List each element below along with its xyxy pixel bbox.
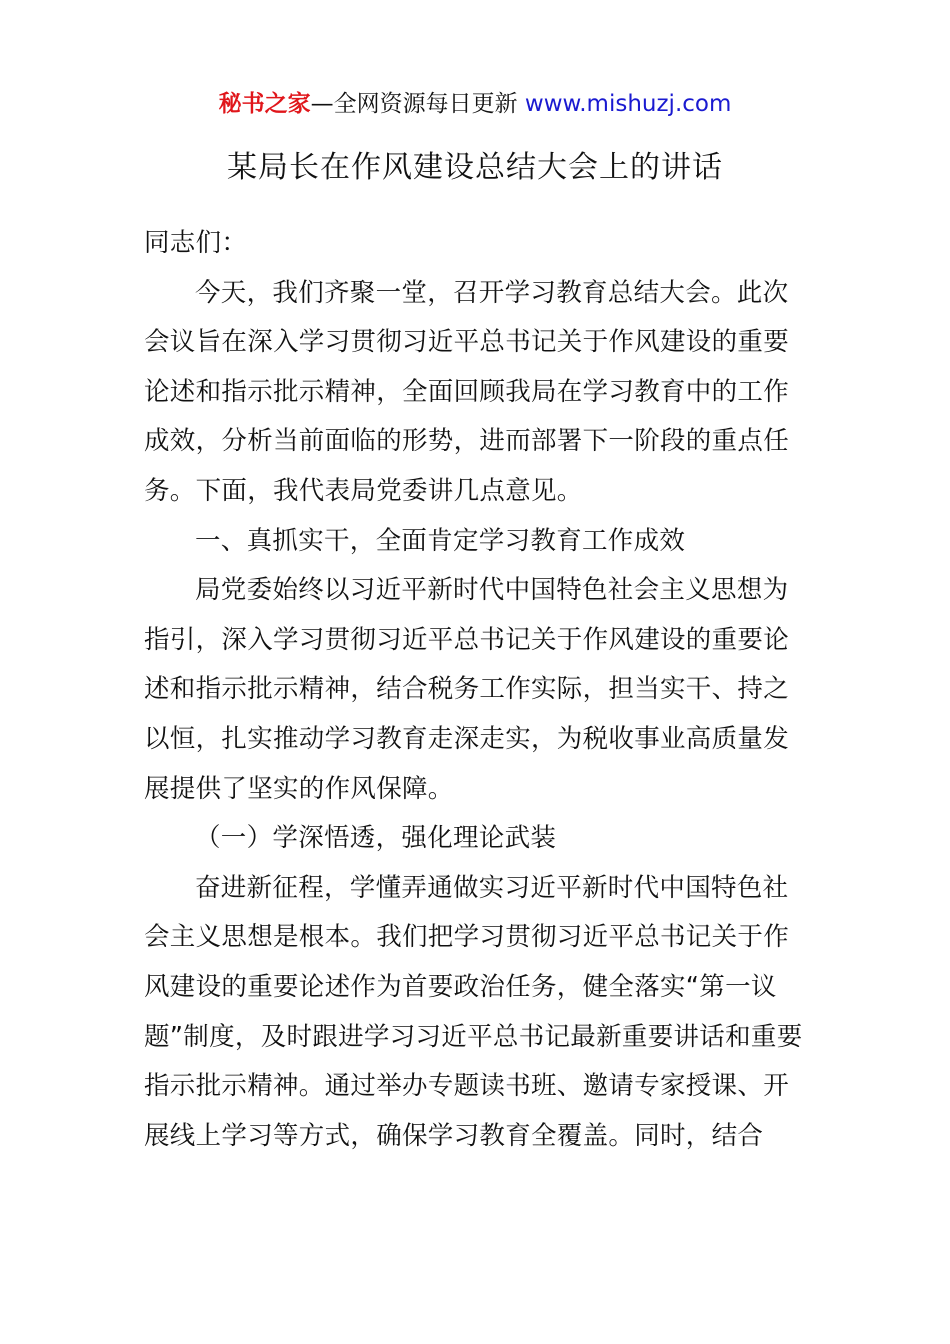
document-title: 某局长在作风建设总结大会上的讲话 — [227, 150, 723, 185]
salutation: 同志们： — [144, 228, 248, 258]
document-body — [144, 219, 808, 1161]
site-tagline: —全网资源每日更新 — [310, 91, 518, 117]
paragraph-section-1: 局党委始终以习近平新时代中国特色社会主义思想为指引，深入学习贯彻习近平总书记关于作风建设的重要论述和指示批示精神，结合税务工作实际，担当实干、持之以恒，扎实推动学习教育走深走实，为税收事业高质量发展提供了坚实的作风保障。 — [144, 575, 790, 804]
section-heading-1: 一、真抓实干，全面肯定学习教育工作成效 — [195, 525, 686, 556]
paragraph-intro: 今天，我们齐聚一堂，召开学习教育总结大会。此次会议旨在深入学习贯彻习近平总书记关于作风建设的重要论述和指示批示精神，全面回顾我局在学习教育中的工作成效，分析当前面临的形势，进而部署下一阶段的重点任务。下面，我代表局党委讲几点意见。 — [144, 277, 790, 506]
site-header — [0, 88, 950, 120]
subsection-heading-1: （一）学深悟透，强化理论武装 — [195, 823, 557, 854]
paragraph-subsection-1: 奋进新征程，学懂弄通做实习近平新时代中国特色社会主义思想是根本。我们把学习贯彻习近平总书记关于作风建设的重要论述作为首要政治任务，健全落实“第一议题”制度，及时跟进学习习近平总书记最新重要讲话和重要指示批示精神。通过举办专题读书班、邀请专家授课、开展线上学习等方式，确保学习教育全覆盖。同时，结合 — [144, 872, 803, 1151]
site-brand: 秘书之家 — [218, 91, 311, 117]
site-url-link[interactable]: www.mishuzj.com — [524, 91, 732, 117]
